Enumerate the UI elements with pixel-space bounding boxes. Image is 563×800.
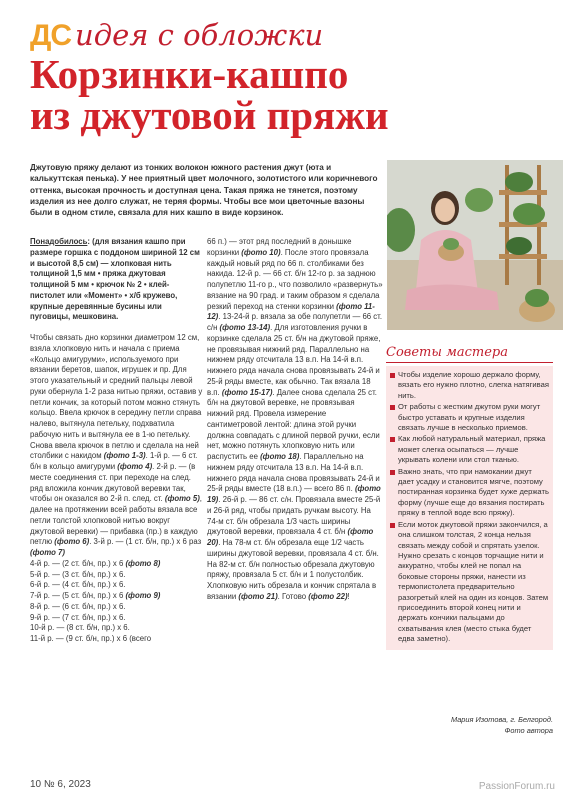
row-item: 9-й р. — (7 ст. б/н, пр.) х 6. [30, 612, 126, 622]
kicker-text: идея с обложки [75, 18, 324, 52]
text-run: . 1-й р. — 6 ст. б/н в кольцо амигуруми [30, 451, 198, 471]
row-item: 6-й р. — (4 ст. б/н, пр.) х 6. [30, 580, 126, 590]
text-run: . 3-й р. — (1 ст. б/н, пр.) х 6 раз [89, 537, 202, 547]
row-item: 10-й р. — (8 ст. б/н, пр.) х 6. [30, 623, 130, 633]
tip-item: От работы с жестким джутом руки могут быстро уставать и крупные изделия связать лучше в несколько приемов. [390, 402, 549, 433]
instructions-column-1 [30, 237, 203, 645]
photo-credit: Фото автора [504, 726, 553, 735]
photo-illustration [387, 160, 563, 330]
article-header [30, 18, 550, 136]
text-run: Чтобы связать дно корзинки диаметром 12 см, взяла хлопковую нить и начала с приема «Кольцо амигуруми», используемого при вязании беретов, шапок, игрушек и пр. Для этого указательный и средний пальцы левой руки обернула 1-2 раза нитью пряжи, оставив у петли кончик, за который потом можно стянуть кольцо. Ввела крючок в середину петли справа налево, вытянула петельку, подхватила рабочую нить и вытянула ее в 1-ю петельку. Снова ввела крючок в петлю и сделала на ней столбики с накидом [30, 333, 203, 461]
row-item: 7-й р. — (5 ст. б/н, пр.) х 6 (фото 9) [30, 591, 161, 600]
row-item: 5-й р. — (3 ст. б/н, пр.) х 6. [30, 569, 126, 579]
instructions-column-2 [207, 237, 383, 603]
instructions-paragraph: 66 п.) — этот ряд последний в донышке корзинки (фото 10). После этого провязала каждый новый ряд по 66 п. столбиками без накида. 12-й р. — 66 ст. б/н 12-го р. за заднюю полупетлю 11-го р., что позволило «развернуть» вязание на 90 град. и таким образом я сделала резкий переход на стенки корзинки (фото 11-12). 13-24-й р. вязала за обе полупетли — 66 ст. с/н (фото 13-14). Для изготовления ручки в корзинке сделала 25 ст. б/н на джутовой пряже, не провязывая нижний ряд. Параллельно на нижнем ряду отсчитала 13 в.п. На 14-й в.п. нижнего ряда начала снова провязывать 24-й и 25-й ряды вместе, как обычно. Так вязала 18 в.п. (фото 15-17). Далее снова сделала 25 ст. б/н на джутовой веревке, не провязывая нижний ряд. Провела измерение сантиметровой лентой: длина этой ручки должна совпадать с длиной первой ручки, если нет, можно потянуть хлопковую нить или распустить ее (фото 18). Параллельно на нижнем ряду отсчитала 13 в.п. На 14-й в.п. нижнего ряда начала снова провязывать 24-й и 25-й ряды вместе (18 в.п.) — всего 86 п. (фото 19). 26-й р. — 86 ст. с/н. Провязала вместе 25-й и 26-й ряд, чтобы придать ручкам высоту. На 74-м ст. б/н обрезала 1/3 часть ширины джутовой веревки, провязала 4 ст. б/н (фото 20). На 78-м ст. б/н обрезала еще 1/2 часть ширины джутовой веревки, провязала 4 ст. б/н. На 82-м ст. б/н полностью обрезала джутовую пряжу, провязала 5 ст. б/н и 1 полустолбик. Хлопковую нить обрезала и кончик спрятала в вязании (фото 21). Готово (фото 22)! [207, 237, 383, 601]
photo-ref: (фото 1-3) [103, 451, 146, 461]
page-footer: 10 № 6, 2023 [30, 779, 91, 790]
tips-title: Советы мастера [386, 345, 553, 363]
instructions-paragraph [30, 333, 203, 559]
title-line-1: Корзинки-кашпо [30, 51, 349, 97]
row-list [30, 559, 203, 645]
title-line-2: из джутовой пряжи [30, 92, 389, 138]
tip-item: Если моток джутовой пряжи закончился, а она слишком толстая, 2 конца нельзя связать между собой и спрятать узелок. Нужно срезать с концов торчащие нити и аккуратно, чтобы клей не попал на боковые стороны пряжи, нанести из термопистолета предварительно разогретый клей на один из концов. Затем присоединить второй конец нити и держать кончики пальцами до схватывания клея (место стыка будет едва заметно). [390, 520, 549, 645]
materials-paragraph [30, 237, 203, 323]
photo-ref: (фото 4) [117, 462, 153, 471]
watermark: PassionForum.ru [478, 781, 555, 792]
text-run: , далее на протяжении всей работы вязала все петли толстой хлопковой нитью вокруг джутовой веревки) — прибавка (пр.) в каждую петлю [30, 494, 202, 547]
article-intro: Джутовую пряжу делают из тонких волокон южного растения джут (юта и калькуттская пенька). У нее приятный цвет молочного, золотистого или коричневого оттенка, высокая прочность и доступная цена. Такая пряжа не тянется, поэтому изделия из нее долго служат, не теряя формы. Чтобы все мои цветочные вазоны были в одном стиле, связала для них кашпо в виде корзинок. [30, 163, 378, 218]
tip-item: Как любой натуральный материал, пряжа может слегка осыпаться — лучше укрывать колени или стол тканью. [390, 434, 549, 465]
materials-label: Понадобилось [30, 237, 88, 246]
row-item: 4-й р. — (2 ст. б/н, пр.) х 6 (фото 8) [30, 558, 161, 568]
tip-item: Важно знать, что при намокании джут дает усадку и становится мягче, поэтому постиранная корзинка будет хуже держать форму (лучше еще до вязания постирать пряжу в теплой воде всю пряжу). [390, 467, 549, 519]
photo-ref: (фото 6) [54, 537, 90, 547]
tips-list [386, 366, 553, 650]
tips-box [386, 345, 553, 650]
author-credit [386, 714, 553, 736]
materials-text: : (для вязания кашпо при размере горшка с поддоном шириной 12 см и высотой 8,5 см) — хлопковая нить толщиной 1,5 мм • пряжа джутовая толщиной 5 мм • крючок № 2 • клей-пистолет или «Момент» • х/б кружево, крупные деревянные бусины или пуговицы, мешковина. [30, 237, 200, 322]
text-run: . 2-й р. — (в месте соединения ст. при переходе на след. ряд вложила кончик джутовой веревки так, чтобы он оказался во 2-й п. след. ст. [30, 462, 196, 504]
row-item: 8-й р. — (6 ст. б/н, пр.) х 6. [30, 601, 126, 611]
magazine-logo: ДС [30, 19, 72, 52]
photo-ref: (фото 5) [164, 494, 200, 504]
author-photo [387, 160, 563, 330]
kicker [30, 18, 550, 52]
article-title [30, 51, 550, 138]
author-name: Мария Изотова, г. Белгород. [450, 715, 553, 724]
tip-item: Чтобы изделие хорошо держало форму, вязать его нужно плотно, слегка натягивая нить. [390, 370, 549, 401]
row-item: 11-й р. — (9 ст. б/н, пр.) х 6 (всего [30, 634, 152, 643]
photo-ref: (фото 7) [30, 548, 65, 557]
